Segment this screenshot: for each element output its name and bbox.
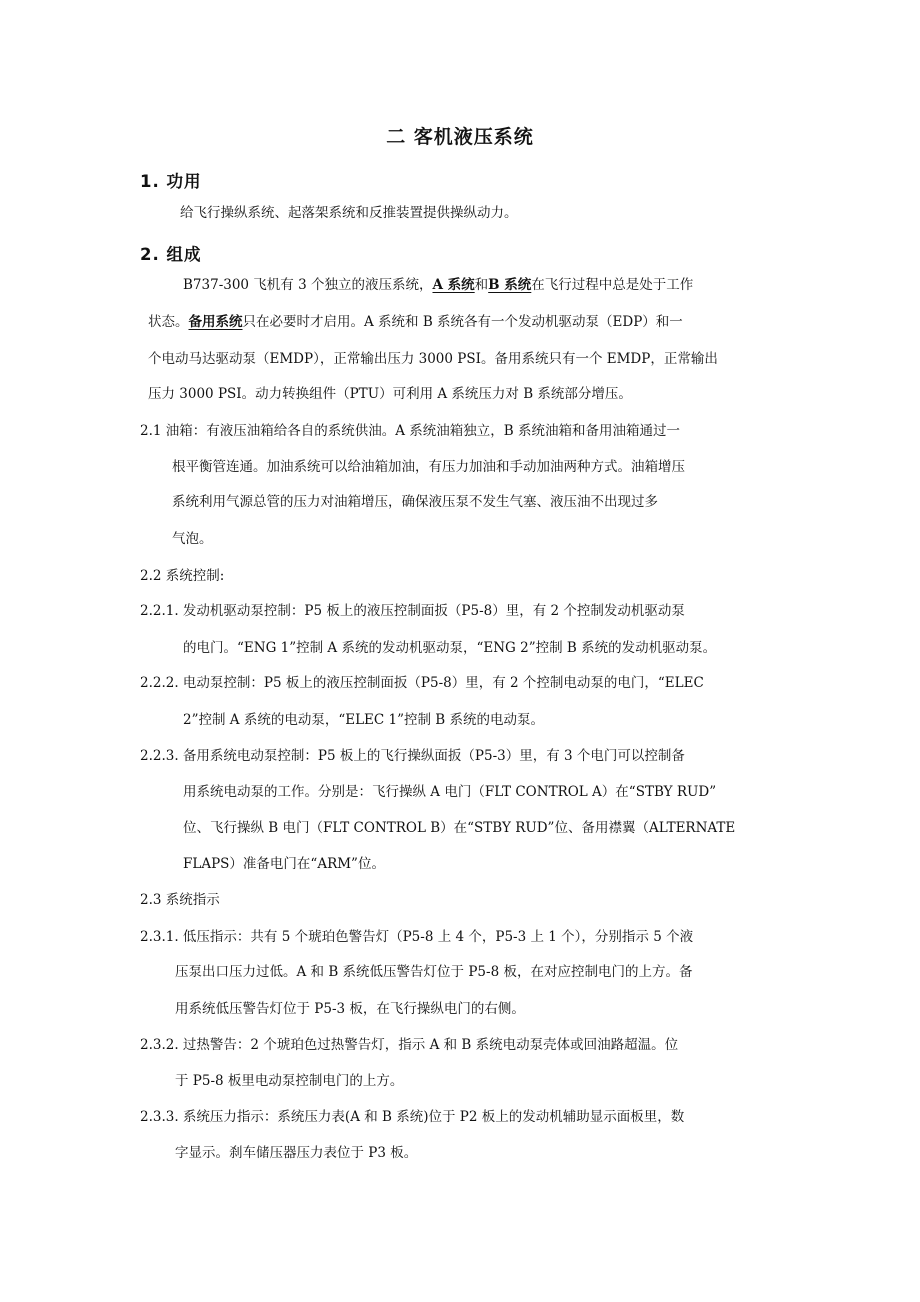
s2-3-3-line: 字显示。刹车储压器压力表位于 P3 板。 — [175, 1145, 418, 1161]
intro-text: 状态。 — [148, 314, 189, 330]
s2-3-1-line: 压泵出口压力过低。A 和 B 系统低压警告灯位于 P5-8 板，在对应控制电门的上方。备 — [175, 964, 693, 980]
s2-1-line: 2.1 油箱：有液压油箱给各自的系统供油。A 系统油箱独立，B 系统油箱和备用油箱通过一 — [140, 423, 681, 439]
intro-text: 只在必要时才启用。A 系统和 B 系统各有一个发动机驱动泵（EDP）和一 — [242, 314, 683, 330]
intro-line-3: 个电动马达驱动泵（EMDP），正常输出压力 3000 PSI。备用系统只有一个 EMDP，正常输出 — [148, 351, 718, 367]
system-b-term: B 系统 — [488, 277, 532, 293]
s2-2-3-line: 2.2.3. 备用系统电动泵控制：P5 板上的飞行操纵面扳（P5-3）里，有 3 个电门可以控制备 — [140, 748, 685, 764]
s2-1-line: 系统利用气源总管的压力对油箱增压，确保液压泵不发生气塞、液压油不出现过多 — [172, 494, 658, 510]
s2-2-1-line: 的电门。“ENG 1”控制 A 系统的发动机驱动泵，“ENG 2”控制 B 系统的发动机驱动泵。 — [183, 640, 717, 656]
s2-2-3-line: 位、飞行操纵 B 电门（FLT CONTROL B）在“STBY RUD”位、备用襟翼（ALTERNATE — [183, 820, 736, 836]
s2-1-line: 根平衡管连通。加油系统可以给油箱加油，有压力加油和手动加油两种方式。油箱增压 — [172, 459, 685, 475]
s2-3-3-line: 2.3.3. 系统压力指示：系统压力表(A 和 B 系统)位于 P2 板上的发动机辅助显示面板里，数 — [140, 1109, 685, 1125]
s2-3-heading: 2.3 系统指示 — [140, 892, 220, 908]
system-a-term: A 系统 — [432, 277, 475, 293]
intro-line-1 — [183, 279, 693, 293]
s2-3-2-line: 2.3.2. 过热警告：2 个琥珀色过热警告灯，指示 A 和 B 系统电动泵壳体或回油路超温。位 — [140, 1037, 679, 1053]
s2-1-line: 气泡。 — [172, 531, 213, 547]
s2-3-2-line: 于 P5-8 板里电动泵控制电门的上方。 — [175, 1073, 404, 1089]
standby-system-term: 备用系统 — [188, 314, 243, 330]
section-2-heading: 2. 组成 — [140, 245, 202, 264]
intro-line-4: 压力 3000 PSI。动力转换组件（PTU）可利用 A 系统压力对 B 系统部分增压。 — [148, 386, 632, 402]
intro-text: 和 — [474, 277, 489, 293]
s2-2-3-line: 用系统电动泵的工作。分别是：飞行操纵 A 电门（FLT CONTROL A）在“STBY RUD” — [183, 784, 717, 800]
intro-text: B737-300 飞机有 3 个独立的液压系统， — [183, 277, 433, 293]
s2-3-1-line: 2.3.1. 低压指示：共有 5 个琥珀色警告灯（P5-8 上 4 个，P5-3 上 1 个），分别指示 5 个液 — [140, 929, 694, 945]
s2-3-1-line: 用系统低压警告灯位于 P5-3 板，在飞行操纵电门的右侧。 — [175, 1001, 525, 1017]
s2-2-2-line: 2.2.2. 电动泵控制：P5 板上的液压控制面扳（P5-8）里，有 2 个控制电动泵的电门，“ELEC — [140, 675, 704, 691]
section-1-heading: 1. 功用 — [140, 172, 202, 191]
section-1-text: 给飞行操纵系统、起落架系统和反推装置提供操纵动力。 — [180, 205, 518, 221]
page-title: 二 客机液压系统 — [386, 126, 534, 148]
s2-2-1-line: 2.2.1. 发动机驱动泵控制：P5 板上的液压控制面扳（P5-8）里，有 2 个控制发动机驱动泵 — [140, 603, 685, 619]
s2-2-3-line: FLAPS）准备电门在“ARM”位。 — [183, 856, 385, 872]
s2-2-heading: 2.2 系统控制: — [140, 568, 225, 584]
intro-text: 在飞行过程中总是处于工作 — [531, 277, 694, 293]
s2-2-2-line: 2”控制 A 系统的电动泵，“ELEC 1”控制 B 系统的电动泵。 — [183, 712, 545, 728]
intro-line-2 — [148, 316, 683, 330]
